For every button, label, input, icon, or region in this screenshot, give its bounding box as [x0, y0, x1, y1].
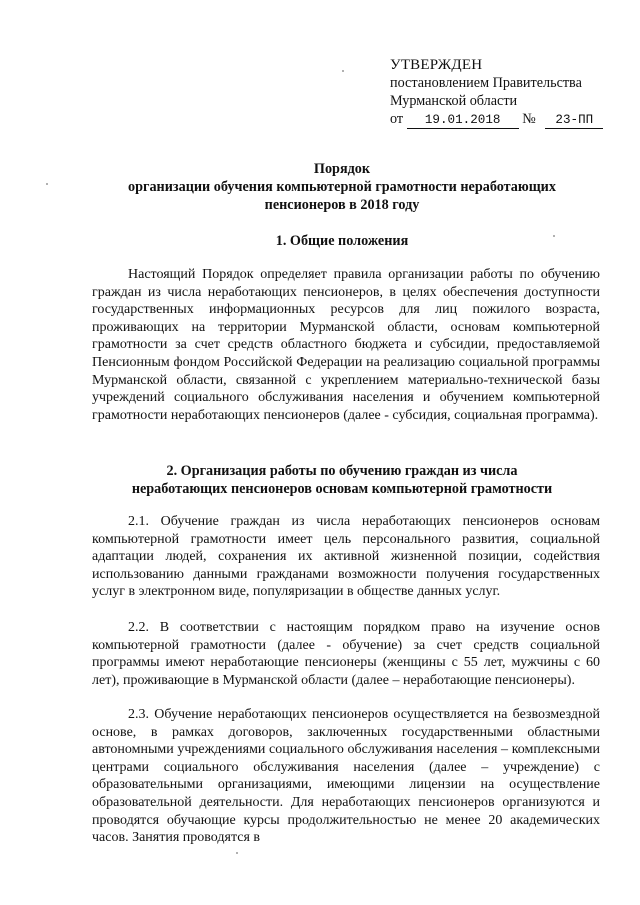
section-2-heading-line-2: неработающих пенсионеров основам компьютерной грамотности	[131, 481, 553, 497]
section-2-heading-line-1: 2. Организация работы по обучению граждан из числа	[166, 463, 518, 479]
approval-number-label: №	[522, 111, 536, 127]
scan-speck	[236, 852, 238, 854]
approval-date: 19.01.2018	[407, 113, 519, 129]
paragraph-2-2: 2.2. В соответствии с настоящим порядком право на изучение основ компьютерной грамотности (далее - обучение) за счет средств социальной программы имеют неработающие пенсионеры (женщины с 55 лет, мужчины с 60 лет), проживающие в Мурманской области (далее – неработающие пенсионеры).	[92, 620, 600, 688]
paragraph-2-3: 2.3. Обучение неработающих пенсионеров осуществляется на безвозмездной основе, в рамках договоров, заключенных государственными областными автономными учреждениями социального обслуживания населения – комплексными центрами социального обслуживания населения (далее – учреждение) с образовательными организациями, имеющими лицензии на осуществление образовательной деятельности. Для неработающих пенсионеров организуются и проводятся обучающие курсы продолжительностью не менее 20 академических часов. Занятия проводятся в	[92, 707, 600, 846]
approval-date-line	[390, 110, 620, 129]
approval-number: 23-ПП	[545, 113, 603, 129]
title-line-3: пенсионеров в 2018 году	[264, 197, 420, 213]
paragraph-2-1: 2.1. Обучение граждан из числа неработающих пенсионеров основам компьютерной грамотности имеет цель персонального развития, социальной адаптации людей, сохранения их активной жизненной позиции, содействия использованию данными гражданами возможности получения государственных услуг в электронном виде, популяризации в обществе данных услуг.	[92, 514, 600, 600]
scan-speck	[553, 235, 555, 237]
title-line-2: организации обучения компьютерной грамотности неработающих	[128, 179, 556, 195]
approval-line-1: постановлением Правительства	[390, 75, 582, 91]
scan-speck	[342, 70, 344, 72]
section-1-heading: 1. Общие положения	[275, 233, 409, 249]
document-title	[92, 160, 592, 214]
approval-stamp	[390, 56, 620, 129]
approval-heading: УТВЕРЖДЕН	[390, 57, 483, 73]
approval-line-2: Мурманской области	[390, 93, 518, 109]
approval-from-label: от	[390, 111, 404, 127]
section-1-paragraph: Настоящий Порядок определяет правила организации работы по обучению граждан из числа неработающих пенсионеров, в целях обеспечения доступности государственных информационных ресурсов для лиц пожилого возраста, проживающих на территории Мурманской области, основам компьютерной грамотности за счет средств областного бюджета и субсидии, предоставляемой Пенсионным фондом Российской Федерации на реализацию социальной программы Мурманской области, связанной с укреплением материально-технической базы учреждений социального обслуживания населения и обучением компьютерной грамотности неработающих пенсионеров (далее - субсидия, социальная программа).	[92, 267, 600, 423]
section-2-heading	[92, 462, 592, 498]
title-line-1: Порядок	[313, 161, 371, 177]
scan-speck	[46, 183, 48, 185]
